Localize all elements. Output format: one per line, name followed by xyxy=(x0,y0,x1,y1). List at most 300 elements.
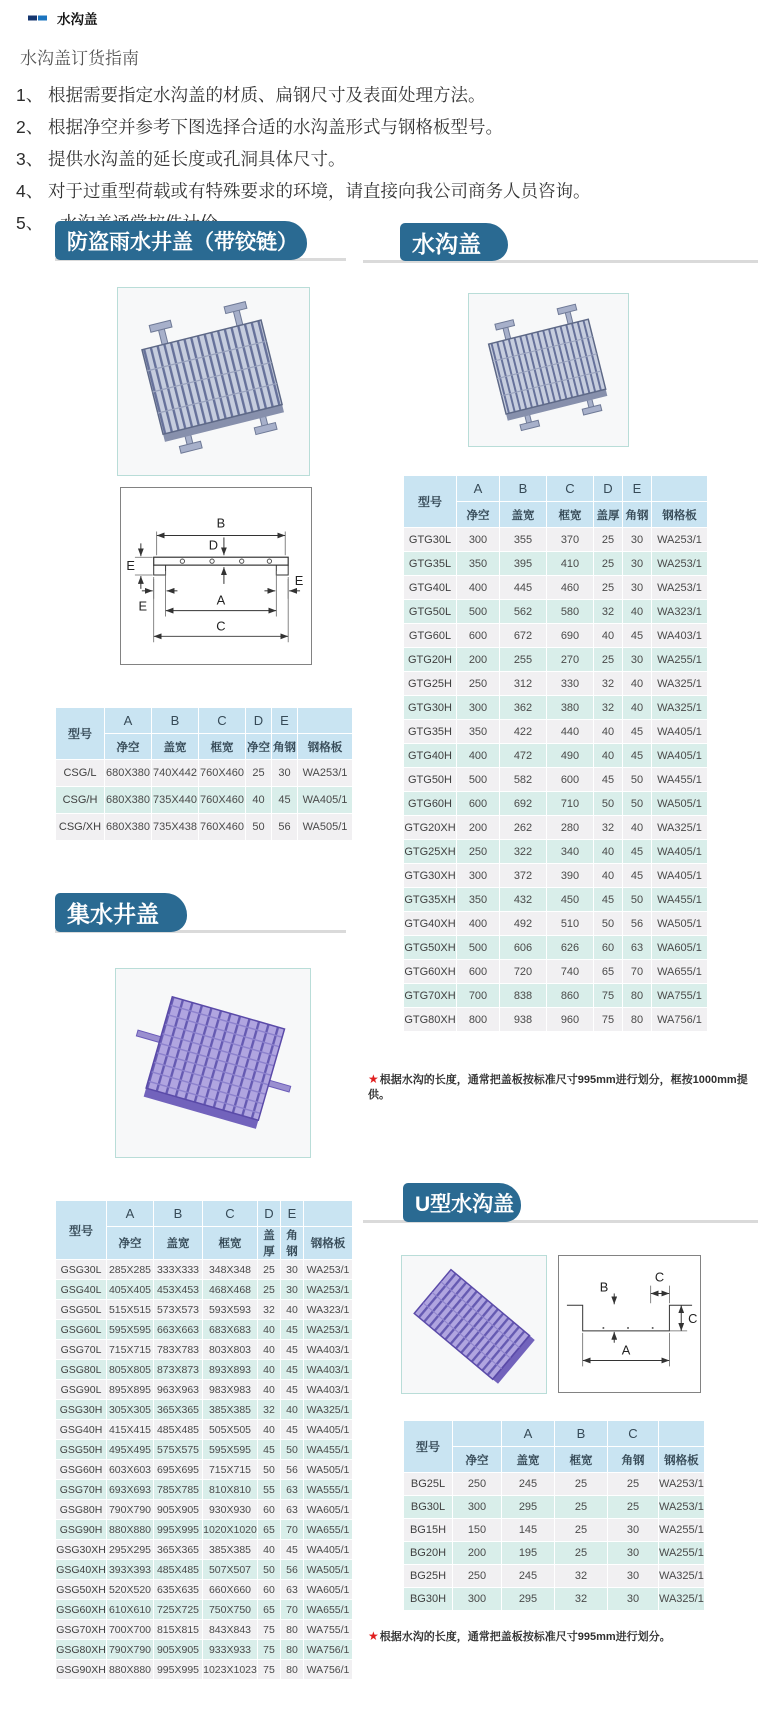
spec-value: 410 xyxy=(547,552,593,575)
spec-value: WA655/1 xyxy=(652,960,707,983)
spec-value: 32 xyxy=(258,1300,280,1319)
spec-value: 300 xyxy=(457,864,499,887)
spec-value: WA253/1 xyxy=(652,528,707,551)
spec-row-GSG30XH xyxy=(56,1540,352,1559)
spec-row-GTG25XH xyxy=(404,840,707,863)
column-letter: B xyxy=(154,1201,202,1226)
spec-value: 815X815 xyxy=(154,1620,202,1639)
column-label: 净空 xyxy=(246,734,271,759)
model-id: BG15H xyxy=(404,1519,452,1541)
model-id: GSG90XH xyxy=(56,1660,106,1679)
model-id: GTG40L xyxy=(404,576,456,599)
spec-value: 1023X1023 xyxy=(203,1660,257,1679)
spec-value: 595X595 xyxy=(107,1320,153,1339)
model-id: GSG80H xyxy=(56,1500,106,1519)
guide-item-3: 3、 提供水沟盖的延长度或孔洞具体尺寸。 xyxy=(16,149,346,169)
spec-value: 200 xyxy=(453,1542,501,1564)
spec-value: WA255/1 xyxy=(659,1542,704,1564)
spec-value: 810X810 xyxy=(203,1480,257,1499)
spec-value: WA325/1 xyxy=(659,1588,704,1610)
column-label: 框宽 xyxy=(547,502,593,527)
spec-value: 25 xyxy=(594,576,622,599)
spec-value: 45 xyxy=(281,1540,303,1559)
model-id: GSG90L xyxy=(56,1380,106,1399)
spec-row-GSG90L xyxy=(56,1380,352,1399)
model-id: GSG80XH xyxy=(56,1640,106,1659)
spec-value: 905X905 xyxy=(154,1640,202,1659)
spec-value: 65 xyxy=(594,960,622,983)
spec-table-anti-theft-cover xyxy=(55,707,353,841)
spec-value: 995X995 xyxy=(154,1660,202,1679)
svg-text:C: C xyxy=(688,1311,698,1327)
spec-value: 40 xyxy=(594,720,622,743)
spec-value: 250 xyxy=(457,672,499,695)
spec-value: 507X507 xyxy=(203,1560,257,1579)
column-label: 盖宽 xyxy=(502,1447,554,1472)
column-label: 角钢 xyxy=(272,734,297,759)
column-label: 框宽 xyxy=(199,734,245,759)
spec-value: 65 xyxy=(258,1520,280,1539)
spec-value: 40 xyxy=(281,1300,303,1319)
section-title-sump-cover: 集水井盖 xyxy=(55,893,187,932)
spec-value: 626 xyxy=(547,936,593,959)
model-id: GTG20H xyxy=(404,648,456,671)
spec-value: 573X573 xyxy=(154,1300,202,1319)
spec-value: 492 xyxy=(500,912,546,935)
spec-value: 695X695 xyxy=(154,1460,202,1479)
spec-value: WA253/1 xyxy=(304,1280,352,1299)
spec-value: 365X365 xyxy=(154,1400,202,1419)
spec-value: 250 xyxy=(453,1565,501,1587)
column-letter: A xyxy=(502,1421,554,1446)
spec-row-GSG80L xyxy=(56,1360,352,1379)
spec-value: WA255/1 xyxy=(659,1519,704,1541)
spec-value: 983X983 xyxy=(203,1380,257,1399)
product-photo-trench-grating xyxy=(468,293,629,447)
model-id: BG20H xyxy=(404,1542,452,1564)
spec-value: 295 xyxy=(502,1496,554,1518)
spec-value: 56 xyxy=(281,1460,303,1479)
spec-value: 50 xyxy=(281,1440,303,1459)
spec-value: 55 xyxy=(258,1480,280,1499)
spec-value: 362 xyxy=(500,696,546,719)
spec-value: 400 xyxy=(457,912,499,935)
spec-value: 270 xyxy=(547,648,593,671)
column-letter: C xyxy=(199,708,245,733)
spec-value: 25 xyxy=(258,1260,280,1279)
spec-value: WA253/1 xyxy=(652,576,707,599)
spec-value: 40 xyxy=(258,1420,280,1439)
spec-value: 562 xyxy=(500,600,546,623)
spec-value: 805X805 xyxy=(107,1360,153,1379)
spec-table-u-trench-cover xyxy=(403,1420,705,1611)
model-id: GTG70XH xyxy=(404,984,456,1007)
spec-value: 80 xyxy=(623,1008,651,1031)
column-letter xyxy=(453,1421,501,1446)
svg-text:E: E xyxy=(138,598,148,614)
model-id: GTG50L xyxy=(404,600,456,623)
spec-value: 582 xyxy=(500,768,546,791)
dimension-diagram-hinged-cover xyxy=(120,487,312,665)
spec-value: 735X440 xyxy=(152,787,198,813)
spec-value: WA756/1 xyxy=(304,1660,352,1679)
spec-value: 333X333 xyxy=(154,1260,202,1279)
spec-value: 30 xyxy=(623,648,651,671)
spec-value: 60 xyxy=(258,1500,280,1519)
spec-value: 750X750 xyxy=(203,1600,257,1619)
column-label: 净空 xyxy=(105,734,151,759)
spec-value: WA403/1 xyxy=(652,624,707,647)
spec-value: 63 xyxy=(281,1500,303,1519)
model-id: GSG50XH xyxy=(56,1580,106,1599)
model-id: CSG/XH xyxy=(56,814,104,840)
spec-value: 365X365 xyxy=(154,1540,202,1559)
spec-value: 350 xyxy=(457,888,499,911)
model-id: GSG70L xyxy=(56,1340,106,1359)
spec-row-GTG30XH xyxy=(404,864,707,887)
spec-value: 50 xyxy=(258,1460,280,1479)
spec-value: WA323/1 xyxy=(304,1300,352,1319)
spec-value: WA405/1 xyxy=(298,787,352,813)
spec-value: 963X963 xyxy=(154,1380,202,1399)
spec-row-GSG70H xyxy=(56,1480,352,1499)
spec-value: 60 xyxy=(594,936,622,959)
spec-value: 30 xyxy=(608,1565,658,1587)
model-id: GTG60H xyxy=(404,792,456,815)
spec-value: 30 xyxy=(281,1280,303,1299)
spec-value: 63 xyxy=(281,1580,303,1599)
spec-value: WA455/1 xyxy=(304,1440,352,1459)
model-id: GTG35L xyxy=(404,552,456,575)
spec-value: 50 xyxy=(623,888,651,911)
spec-value: 32 xyxy=(555,1565,607,1587)
column-label: 框宽 xyxy=(203,1227,257,1259)
spec-row-GTG40H xyxy=(404,744,707,767)
spec-value: 600 xyxy=(457,960,499,983)
spec-value: 510 xyxy=(547,912,593,935)
spec-value: WA455/1 xyxy=(652,888,707,911)
spec-value: 880X880 xyxy=(107,1520,153,1539)
spec-value: 25 xyxy=(555,1496,607,1518)
spec-value: 905X905 xyxy=(154,1500,202,1519)
product-photo-u-grating xyxy=(401,1255,547,1394)
spec-value: 580 xyxy=(547,600,593,623)
model-id: GTG60L xyxy=(404,624,456,647)
spec-value: WA253/1 xyxy=(652,552,707,575)
column-letter: E xyxy=(623,476,651,501)
spec-value: 895X895 xyxy=(107,1380,153,1399)
spec-row-GTG35H xyxy=(404,720,707,743)
spec-value: 145 xyxy=(502,1519,554,1541)
spec-value: 50 xyxy=(623,768,651,791)
spec-value: 25 xyxy=(594,552,622,575)
spec-value: 355 xyxy=(500,528,546,551)
spec-value: 75 xyxy=(258,1640,280,1659)
spec-value: 300 xyxy=(453,1496,501,1518)
spec-value: 150 xyxy=(453,1519,501,1541)
spec-value: 790X790 xyxy=(107,1500,153,1519)
spec-value: 672 xyxy=(500,624,546,647)
spec-value: 606 xyxy=(500,936,546,959)
spec-value: WA505/1 xyxy=(652,912,707,935)
spec-value: 422 xyxy=(500,720,546,743)
model-id: GSG40L xyxy=(56,1280,106,1299)
page-title: 水沟盖 xyxy=(57,12,98,27)
model-id: GSG60XH xyxy=(56,1600,106,1619)
spec-value: WA755/1 xyxy=(304,1620,352,1639)
spec-value: 760X460 xyxy=(199,760,245,786)
star-icon: ★ xyxy=(368,1629,379,1643)
spec-value: 300 xyxy=(457,696,499,719)
spec-value: WA505/1 xyxy=(652,792,707,815)
spec-row-GSG40L xyxy=(56,1280,352,1299)
column-label: 角钢 xyxy=(608,1447,658,1472)
spec-value: 285X285 xyxy=(107,1260,153,1279)
spec-row-BG25L xyxy=(404,1473,704,1495)
spec-value: 663X663 xyxy=(154,1320,202,1339)
spec-value: 50 xyxy=(594,792,622,815)
spec-value: WA405/1 xyxy=(652,744,707,767)
spec-row-GSG30H xyxy=(56,1400,352,1419)
spec-value: 340 xyxy=(547,840,593,863)
spec-row-GTG20H xyxy=(404,648,707,671)
spec-value: 460 xyxy=(547,576,593,599)
spec-row-GTG30H xyxy=(404,696,707,719)
product-photo-sump-grating xyxy=(115,968,311,1158)
svg-text:C: C xyxy=(654,1269,665,1285)
column-letter xyxy=(304,1201,352,1226)
spec-row-GSG80XH xyxy=(56,1640,352,1659)
spec-value: 960 xyxy=(547,1008,593,1031)
spec-value: 600 xyxy=(547,768,593,791)
svg-text:B: B xyxy=(599,1279,609,1295)
spec-value: 843X843 xyxy=(203,1620,257,1639)
spec-value: 50 xyxy=(246,814,271,840)
spec-value: 45 xyxy=(281,1320,303,1339)
spec-value: 40 xyxy=(623,600,651,623)
spec-table-trench-cover xyxy=(403,475,708,1032)
spec-row-GSG60H xyxy=(56,1460,352,1479)
column-letter: B xyxy=(152,708,198,733)
spec-value: WA655/1 xyxy=(304,1600,352,1619)
spec-value: 40 xyxy=(258,1540,280,1559)
ordering-guide xyxy=(16,44,746,239)
spec-row-GTG40XH xyxy=(404,912,707,935)
spec-value: 385X385 xyxy=(203,1400,257,1419)
spec-row-BG30L xyxy=(404,1496,704,1518)
spec-value: WA403/1 xyxy=(304,1360,352,1379)
spec-value: 45 xyxy=(281,1380,303,1399)
column-letter: E xyxy=(281,1201,303,1226)
svg-text:A: A xyxy=(216,592,226,608)
column-letter: D xyxy=(258,1201,280,1226)
spec-value: 515X515 xyxy=(107,1300,153,1319)
column-letter: A xyxy=(107,1201,153,1226)
spec-value: 760X460 xyxy=(199,814,245,840)
spec-value: 450 xyxy=(547,888,593,911)
model-id: BG30H xyxy=(404,1588,452,1610)
spec-value: 485X485 xyxy=(154,1560,202,1579)
spec-row-GTG20XH xyxy=(404,816,707,839)
footnote-trench-cover: ★根据水沟的长度，通常把盖板按标准尺寸995mm进行划分，框按1000mm提供。 xyxy=(368,1072,748,1101)
model-id: GTG30L xyxy=(404,528,456,551)
spec-value: 385X385 xyxy=(203,1540,257,1559)
model-id: GSG60L xyxy=(56,1320,106,1339)
spec-value: 25 xyxy=(594,648,622,671)
model-id: GTG35XH xyxy=(404,888,456,911)
spec-value: 350 xyxy=(457,552,499,575)
spec-value: 30 xyxy=(608,1542,658,1564)
spec-row-GSG40H xyxy=(56,1420,352,1439)
spec-value: 40 xyxy=(246,787,271,813)
spec-value: 390 xyxy=(547,864,593,887)
spec-value: WA655/1 xyxy=(304,1520,352,1539)
spec-value: WA325/1 xyxy=(652,696,707,719)
spec-value: 710 xyxy=(547,792,593,815)
spec-value: 575X575 xyxy=(154,1440,202,1459)
spec-value: 63 xyxy=(623,936,651,959)
column-letter: E xyxy=(272,708,297,733)
column-letter xyxy=(659,1421,704,1446)
column-label: 角钢 xyxy=(623,502,651,527)
spec-value: 880X880 xyxy=(107,1660,153,1679)
spec-value: 40 xyxy=(258,1380,280,1399)
model-id: GSG30XH xyxy=(56,1540,106,1559)
spec-value: 200 xyxy=(457,648,499,671)
model-id: GTG30H xyxy=(404,696,456,719)
spec-value: 330 xyxy=(547,672,593,695)
column-label: 盖厚 xyxy=(258,1227,280,1259)
spec-value: WA253/1 xyxy=(298,760,352,786)
spec-value: 300 xyxy=(457,528,499,551)
spec-value: 45 xyxy=(281,1420,303,1439)
spec-value: WA325/1 xyxy=(304,1400,352,1419)
spec-value: 40 xyxy=(623,816,651,839)
model-id: GTG40XH xyxy=(404,912,456,935)
column-label: 盖宽 xyxy=(500,502,546,527)
column-label: 盖宽 xyxy=(152,734,198,759)
column-letter: C xyxy=(608,1421,658,1446)
spec-value: WA323/1 xyxy=(652,600,707,623)
spec-value: 80 xyxy=(623,984,651,1007)
spec-value: 45 xyxy=(623,864,651,887)
column-label: 净空 xyxy=(453,1447,501,1472)
spec-value: WA756/1 xyxy=(304,1640,352,1659)
spec-value: 32 xyxy=(594,600,622,623)
spec-row-GTG50L xyxy=(404,600,707,623)
model-id: GSG40XH xyxy=(56,1560,106,1579)
spec-value: 50 xyxy=(594,912,622,935)
column-label: 框宽 xyxy=(555,1447,607,1472)
spec-value: 80 xyxy=(281,1660,303,1679)
spec-value: 25 xyxy=(258,1280,280,1299)
model-id: CSG/L xyxy=(56,760,104,786)
model-id: GTG35H xyxy=(404,720,456,743)
column-letter: D xyxy=(594,476,622,501)
spec-value: WA325/1 xyxy=(652,672,707,695)
spec-value: 40 xyxy=(258,1340,280,1359)
model-id: GTG40H xyxy=(404,744,456,767)
model-id: GSG40H xyxy=(56,1420,106,1439)
spec-value: 893X893 xyxy=(203,1360,257,1379)
spec-value: 595X595 xyxy=(203,1440,257,1459)
spec-row-BG15H xyxy=(404,1519,704,1541)
spec-value: 56 xyxy=(281,1560,303,1579)
column-label: 钢格板 xyxy=(304,1227,352,1259)
spec-value: WA455/1 xyxy=(652,768,707,791)
column-label: 盖宽 xyxy=(154,1227,202,1259)
spec-value: 50 xyxy=(258,1560,280,1579)
spec-value: WA505/1 xyxy=(298,814,352,840)
spec-value: 25 xyxy=(555,1542,607,1564)
spec-value: 610X610 xyxy=(107,1600,153,1619)
spec-value: 305X305 xyxy=(107,1400,153,1419)
spec-value: 25 xyxy=(608,1496,658,1518)
spec-value: WA253/1 xyxy=(659,1473,704,1495)
spec-value: 348X348 xyxy=(203,1260,257,1279)
spec-value: WA756/1 xyxy=(652,1008,707,1031)
spec-value: WA605/1 xyxy=(304,1500,352,1519)
spec-row-GTG50H xyxy=(404,768,707,791)
spec-value: 40 xyxy=(623,696,651,719)
spec-value: 740 xyxy=(547,960,593,983)
svg-text:D: D xyxy=(208,537,218,553)
spec-value: 80 xyxy=(281,1620,303,1639)
spec-value: WA253/1 xyxy=(304,1260,352,1279)
spec-value: 440 xyxy=(547,720,593,743)
spec-value: 322 xyxy=(500,840,546,863)
spec-value: WA605/1 xyxy=(304,1580,352,1599)
model-id: GTG25H xyxy=(404,672,456,695)
spec-value: 255 xyxy=(500,648,546,671)
svg-text:B: B xyxy=(216,515,226,531)
spec-value: 245 xyxy=(502,1565,554,1587)
guide-item-4: 4、 对于过重型荷载或有特殊要求的环境，请直接向我公司商务人员咨询。 xyxy=(16,181,591,201)
spec-value: 415X415 xyxy=(107,1420,153,1439)
column-header-model: 型号 xyxy=(404,476,456,527)
spec-value: WA405/1 xyxy=(652,864,707,887)
model-id: GTG80XH xyxy=(404,1008,456,1031)
spec-value: 50 xyxy=(623,792,651,815)
column-letter: B xyxy=(555,1421,607,1446)
spec-row-GSG30L xyxy=(56,1260,352,1279)
guide-item-2: 2、 根据净空并参考下图选择合适的水沟盖形式与钢格板型号。 xyxy=(16,117,503,137)
model-id: GTG25XH xyxy=(404,840,456,863)
spec-value: 468X468 xyxy=(203,1280,257,1299)
spec-row-GTG30L xyxy=(404,528,707,551)
spec-value: 32 xyxy=(594,696,622,719)
spec-value: 453X453 xyxy=(154,1280,202,1299)
column-label: 净空 xyxy=(107,1227,153,1259)
column-header-model: 型号 xyxy=(56,708,104,759)
dimension-diagram-u-channel xyxy=(558,1255,701,1393)
guide-item-1: 1、 根据需要指定水沟盖的材质、扁钢尺寸及表面处理方法。 xyxy=(16,85,486,105)
spec-value: 45 xyxy=(594,768,622,791)
spec-value: 800 xyxy=(457,1008,499,1031)
model-id: GTG20XH xyxy=(404,816,456,839)
spec-value: 500 xyxy=(457,936,499,959)
spec-value: 200 xyxy=(457,816,499,839)
spec-value: 700 xyxy=(457,984,499,1007)
spec-value: 30 xyxy=(623,552,651,575)
spec-value: 400 xyxy=(457,744,499,767)
page-header xyxy=(28,8,98,28)
spec-value: 938 xyxy=(500,1008,546,1031)
spec-value: 25 xyxy=(555,1473,607,1495)
spec-value: 45 xyxy=(623,720,651,743)
spec-value: 40 xyxy=(281,1400,303,1419)
spec-value: 603X603 xyxy=(107,1460,153,1479)
